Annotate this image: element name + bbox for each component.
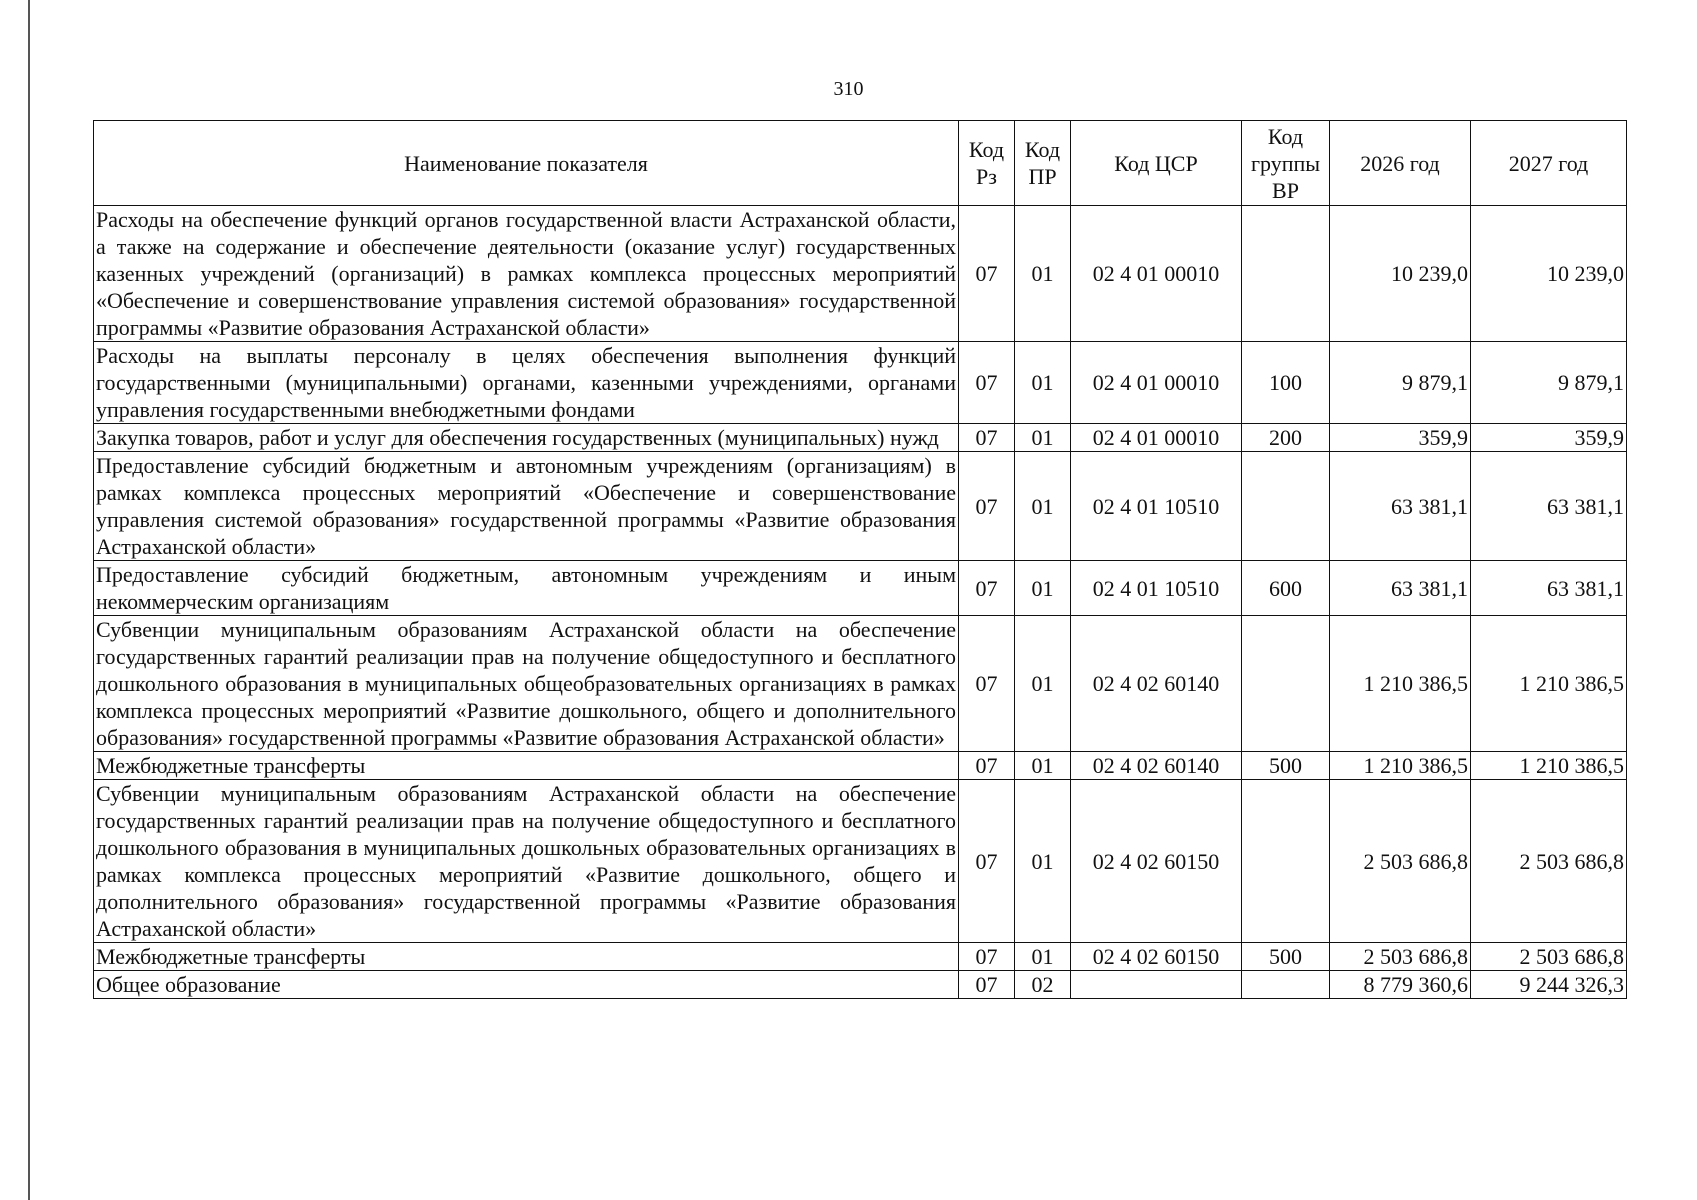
amount-2026-cell: 63 381,1 <box>1330 452 1471 561</box>
code-csr-cell: 02 4 01 00010 <box>1071 206 1242 342</box>
code-rz-cell: 07 <box>959 342 1015 424</box>
amount-2027-cell: 9 879,1 <box>1471 342 1627 424</box>
code-csr-cell: 02 4 02 60150 <box>1071 943 1242 971</box>
code-csr-cell: 02 4 01 10510 <box>1071 561 1242 616</box>
code-vr-cell: 200 <box>1242 424 1330 452</box>
amount-2027-cell: 1 210 386,5 <box>1471 616 1627 752</box>
code-rz-cell: 07 <box>959 424 1015 452</box>
amount-2027-cell: 63 381,1 <box>1471 452 1627 561</box>
amount-2027-cell: 10 239,0 <box>1471 206 1627 342</box>
header-year-2026: 2026 год <box>1330 121 1471 206</box>
indicator-name-cell: Предоставление субсидий бюджетным и автономным учреждениям (организациям) в рамках комплекса процессных мероприятий «Обеспечение и совершенствование управления системой образования» государственной программы «Развитие образования Астраханской области» <box>94 452 959 561</box>
amount-2027-cell: 2 503 686,8 <box>1471 780 1627 943</box>
table-row <box>94 342 1627 424</box>
amount-2026-cell: 1 210 386,5 <box>1330 616 1471 752</box>
amount-2026-cell: 8 779 360,6 <box>1330 971 1471 999</box>
header-indicator-name: Наименование показателя <box>94 121 959 206</box>
amount-2027-cell: 2 503 686,8 <box>1471 943 1627 971</box>
amount-2026-cell: 1 210 386,5 <box>1330 752 1471 780</box>
code-rz-cell: 07 <box>959 452 1015 561</box>
indicator-name-cell: Межбюджетные трансферты <box>94 752 959 780</box>
amount-2026-cell: 63 381,1 <box>1330 561 1471 616</box>
code-vr-cell <box>1242 780 1330 943</box>
code-csr-cell: 02 4 02 60140 <box>1071 752 1242 780</box>
header-code-vr: Код группы ВР <box>1242 121 1330 206</box>
amount-2027-cell: 9 244 326,3 <box>1471 971 1627 999</box>
code-vr-cell: 600 <box>1242 561 1330 616</box>
code-rz-cell: 07 <box>959 206 1015 342</box>
code-pr-cell: 01 <box>1015 752 1071 780</box>
code-pr-cell: 01 <box>1015 616 1071 752</box>
table-row <box>94 971 1627 999</box>
code-vr-cell: 100 <box>1242 342 1330 424</box>
code-csr-cell: 02 4 02 60150 <box>1071 780 1242 943</box>
code-pr-cell: 01 <box>1015 943 1071 971</box>
table-row <box>94 561 1627 616</box>
code-csr-cell: 02 4 01 10510 <box>1071 452 1242 561</box>
code-rz-cell: 07 <box>959 561 1015 616</box>
code-rz-cell: 07 <box>959 616 1015 752</box>
scan-edge-line <box>28 0 30 1200</box>
indicator-name-cell: Расходы на выплаты персоналу в целях обеспечения выполнения функций государственными (муниципальными) органами, казенными учреждениями, органами управления государственными внебюджетными фондами <box>94 342 959 424</box>
code-pr-cell: 01 <box>1015 424 1071 452</box>
amount-2027-cell: 63 381,1 <box>1471 561 1627 616</box>
table-row <box>94 943 1627 971</box>
code-rz-cell: 07 <box>959 971 1015 999</box>
table-header-row <box>94 121 1627 206</box>
page-number: 310 <box>833 78 864 100</box>
indicator-name-cell: Субвенции муниципальным образованиям Астраханской области на обеспечение государственных гарантий реализации прав на получение общедоступного и бесплатного дошкольного образования в муниципальных дошкольных образовательных организациях в рамках комплекса процессных мероприятий «Развитие дошкольного, общего и дополнительного образования» государственной программы «Развитие образования Астраханской области» <box>94 780 959 943</box>
header-code-csr: Код ЦСР <box>1071 121 1242 206</box>
indicator-name-cell: Закупка товаров, работ и услуг для обеспечения государственных (муниципальных) нужд <box>94 424 959 452</box>
code-csr-cell: 02 4 01 00010 <box>1071 424 1242 452</box>
header-code-rz: Код Рз <box>959 121 1015 206</box>
code-vr-cell: 500 <box>1242 943 1330 971</box>
amount-2026-cell: 2 503 686,8 <box>1330 943 1471 971</box>
header-code-pr: Код ПР <box>1015 121 1071 206</box>
code-rz-cell: 07 <box>959 943 1015 971</box>
table-row <box>94 752 1627 780</box>
indicator-name-cell: Субвенции муниципальным образованиям Астраханской области на обеспечение государственных гарантий реализации прав на получение общедоступного и бесплатного дошкольного образования в муниципальных общеобразовательных организациях в рамках комплекса процессных мероприятий «Развитие дошкольного, общего и дополнительного образования» государственной программы «Развитие образования Астраханской области» <box>94 616 959 752</box>
header-year-2027: 2027 год <box>1471 121 1627 206</box>
code-pr-cell: 01 <box>1015 452 1071 561</box>
code-pr-cell: 01 <box>1015 561 1071 616</box>
indicator-name-cell: Общее образование <box>94 971 959 999</box>
code-pr-cell: 02 <box>1015 971 1071 999</box>
code-pr-cell: 01 <box>1015 342 1071 424</box>
indicator-name-cell: Предоставление субсидий бюджетным, автономным учреждениям и иным некоммерческим организациям <box>94 561 959 616</box>
budget-table <box>93 120 1627 999</box>
indicator-name-cell: Расходы на обеспечение функций органов государственной власти Астраханской области, а также на содержание и обеспечение деятельности (оказание услуг) государственных казенных учреждений (организаций) в рамках комплекса процессных мероприятий «Обеспечение и совершенствование управления системой образования» государственной программы «Развитие образования Астраханской области» <box>94 206 959 342</box>
code-pr-cell: 01 <box>1015 780 1071 943</box>
amount-2026-cell: 10 239,0 <box>1330 206 1471 342</box>
table-row <box>94 206 1627 342</box>
table-row <box>94 452 1627 561</box>
code-rz-cell: 07 <box>959 752 1015 780</box>
table-row <box>94 780 1627 943</box>
amount-2027-cell: 359,9 <box>1471 424 1627 452</box>
code-vr-cell: 500 <box>1242 752 1330 780</box>
code-csr-cell: 02 4 02 60140 <box>1071 616 1242 752</box>
code-csr-cell <box>1071 971 1242 999</box>
amount-2026-cell: 9 879,1 <box>1330 342 1471 424</box>
amount-2026-cell: 2 503 686,8 <box>1330 780 1471 943</box>
table-row <box>94 424 1627 452</box>
amount-2026-cell: 359,9 <box>1330 424 1471 452</box>
code-vr-cell <box>1242 971 1330 999</box>
indicator-name-cell: Межбюджетные трансферты <box>94 943 959 971</box>
code-vr-cell <box>1242 452 1330 561</box>
code-rz-cell: 07 <box>959 780 1015 943</box>
amount-2027-cell: 1 210 386,5 <box>1471 752 1627 780</box>
code-csr-cell: 02 4 01 00010 <box>1071 342 1242 424</box>
code-vr-cell <box>1242 616 1330 752</box>
code-vr-cell <box>1242 206 1330 342</box>
code-pr-cell: 01 <box>1015 206 1071 342</box>
table-row <box>94 616 1627 752</box>
